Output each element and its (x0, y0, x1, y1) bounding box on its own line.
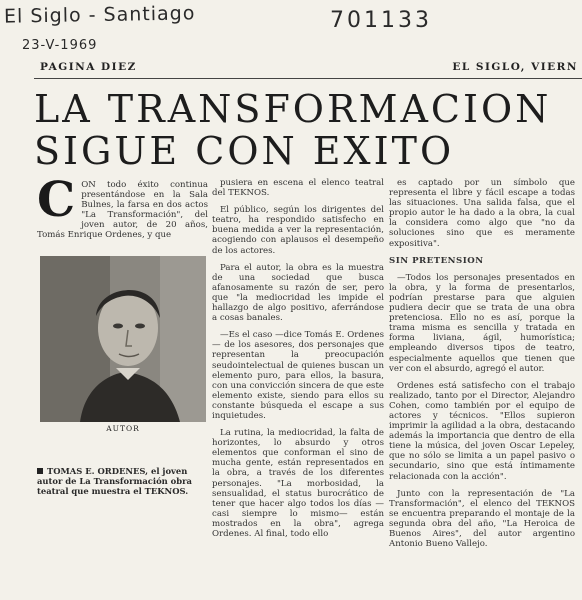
handwritten-source-note: El Siglo - Santiago (3, 2, 196, 28)
article-column-3 (389, 178, 575, 556)
article-column-2 (212, 178, 384, 546)
author-photo (40, 256, 206, 422)
article-headline (34, 88, 582, 172)
photo-cutline (37, 466, 208, 496)
drop-cap: C (37, 172, 76, 228)
article-paragraph: pusiera en escena el elenco teatral del TEKNOS. (212, 178, 384, 199)
cutline-text: TOMAS E. ORDENES, el joven autor de La Transformación obra teatral que muestra el TEKNOS. (37, 466, 192, 496)
handwritten-date-note: 23-V-1969 (22, 38, 98, 53)
intro-text: ON todo éxito continua presentándose en la Sala Bulnes, la farsa en dos actos "La Transformación", del joven autor, de 20 años, Tomás Enrique Ordenes, y que (37, 180, 208, 241)
running-head-paper: EL SIGLO, VIERN (452, 61, 578, 73)
article-paragraph: Junto con la representación de "La Transformación", el elenco del TEKNOS se encuentra preparando el montaje de la segunda obra del año, "La Heroica de Buenos Aires", del autor argentino Antonio Bueno Vallejo. (389, 488, 575, 550)
photo-caption-label: AUTOR (106, 424, 140, 433)
article-column-1 (37, 172, 208, 248)
running-head-page: PAGINA DIEZ (40, 61, 137, 73)
article-paragraph: El público, según los dirigentes del teatro, ha respondido satisfecho en buena medida a ver la representación, acogiendo con aplausos el desempeño de los actores. (212, 205, 384, 256)
author-portrait-image (40, 256, 206, 422)
cutline-bullet-marker (37, 468, 43, 474)
article-paragraph: Para el autor, la obra es la muestra de una sociedad que busca afanosamente su razón de ser, pero que "la mediocridad les impide el hallazgo de algo positivo, aferrándose a cosas banales. (212, 262, 384, 324)
top-rule-divider (34, 78, 582, 79)
article-paragraph: es captado por un símbolo que representa el libre y fácil escape a todas las situaciones. Una salida falsa, que el propio autor le ha dado a la obra, la cual la considera como algo que "no da soluciones sino que es meramente expositiva". (389, 178, 575, 249)
section-subhead: SIN PRETENSION (389, 255, 484, 266)
article-paragraph: —Es el caso —dice Tomás E. Ordenes— de los asesores, dos personajes que representan la preocupación seudointelectual de quienes buscan un elemento puro, para ellos, la basura, con una convicción sincera de que este elemento existe, siendo para ellos su constante búsqueda el escape a sus inquietudes. (212, 330, 384, 421)
headline-line-1: LA TRANSFORMACION (34, 87, 552, 131)
article-paragraph: —Todos los personajes presentados en la obra, y la forma de presentarlos, podrían prestarse para que alguien pudiera decir que se trata de una obra pretenciosa. Ello no es así, porque la trama misma es sencilla y tratada en forma liviana, ágil, humorística; empleando diversos tipos de teatro, especialmente aquellos que tienen que ver con el absurdo, agregó el autor. (389, 272, 575, 374)
handwritten-archive-number: 701133 (330, 8, 432, 33)
headline-line-2: SIGUE CON EXITO (34, 129, 455, 173)
article-paragraph: La rutina, la mediocridad, la falta de horizontes, lo absurdo y otros elementos que conforman el sino de mucha gente, están representados en la obra, a través de los diferentes personajes. "La morbosidad, la sensualidad, el status burocrático de tener que hacer algo todos los días —casi siempre lo mismo— están mostrados en la obra", agrega Ordenes. Al final, todo ello (212, 428, 384, 539)
article-intro-paragraph (37, 172, 208, 241)
article-paragraph: Ordenes está satisfecho con el trabajo realizado, tanto por el Director, Alejandro Cohen, como también por el equipo de actores y técnicos. "Ellos supieron imprimir la agilidad a la obra, destacando además la importancia que dentro de ella tiene la música, del joven Oscar Lepeley, que no sólo se limita a un papel pasivo o secundario, sino que está íntimamente relacionada con la acción". (389, 380, 575, 482)
